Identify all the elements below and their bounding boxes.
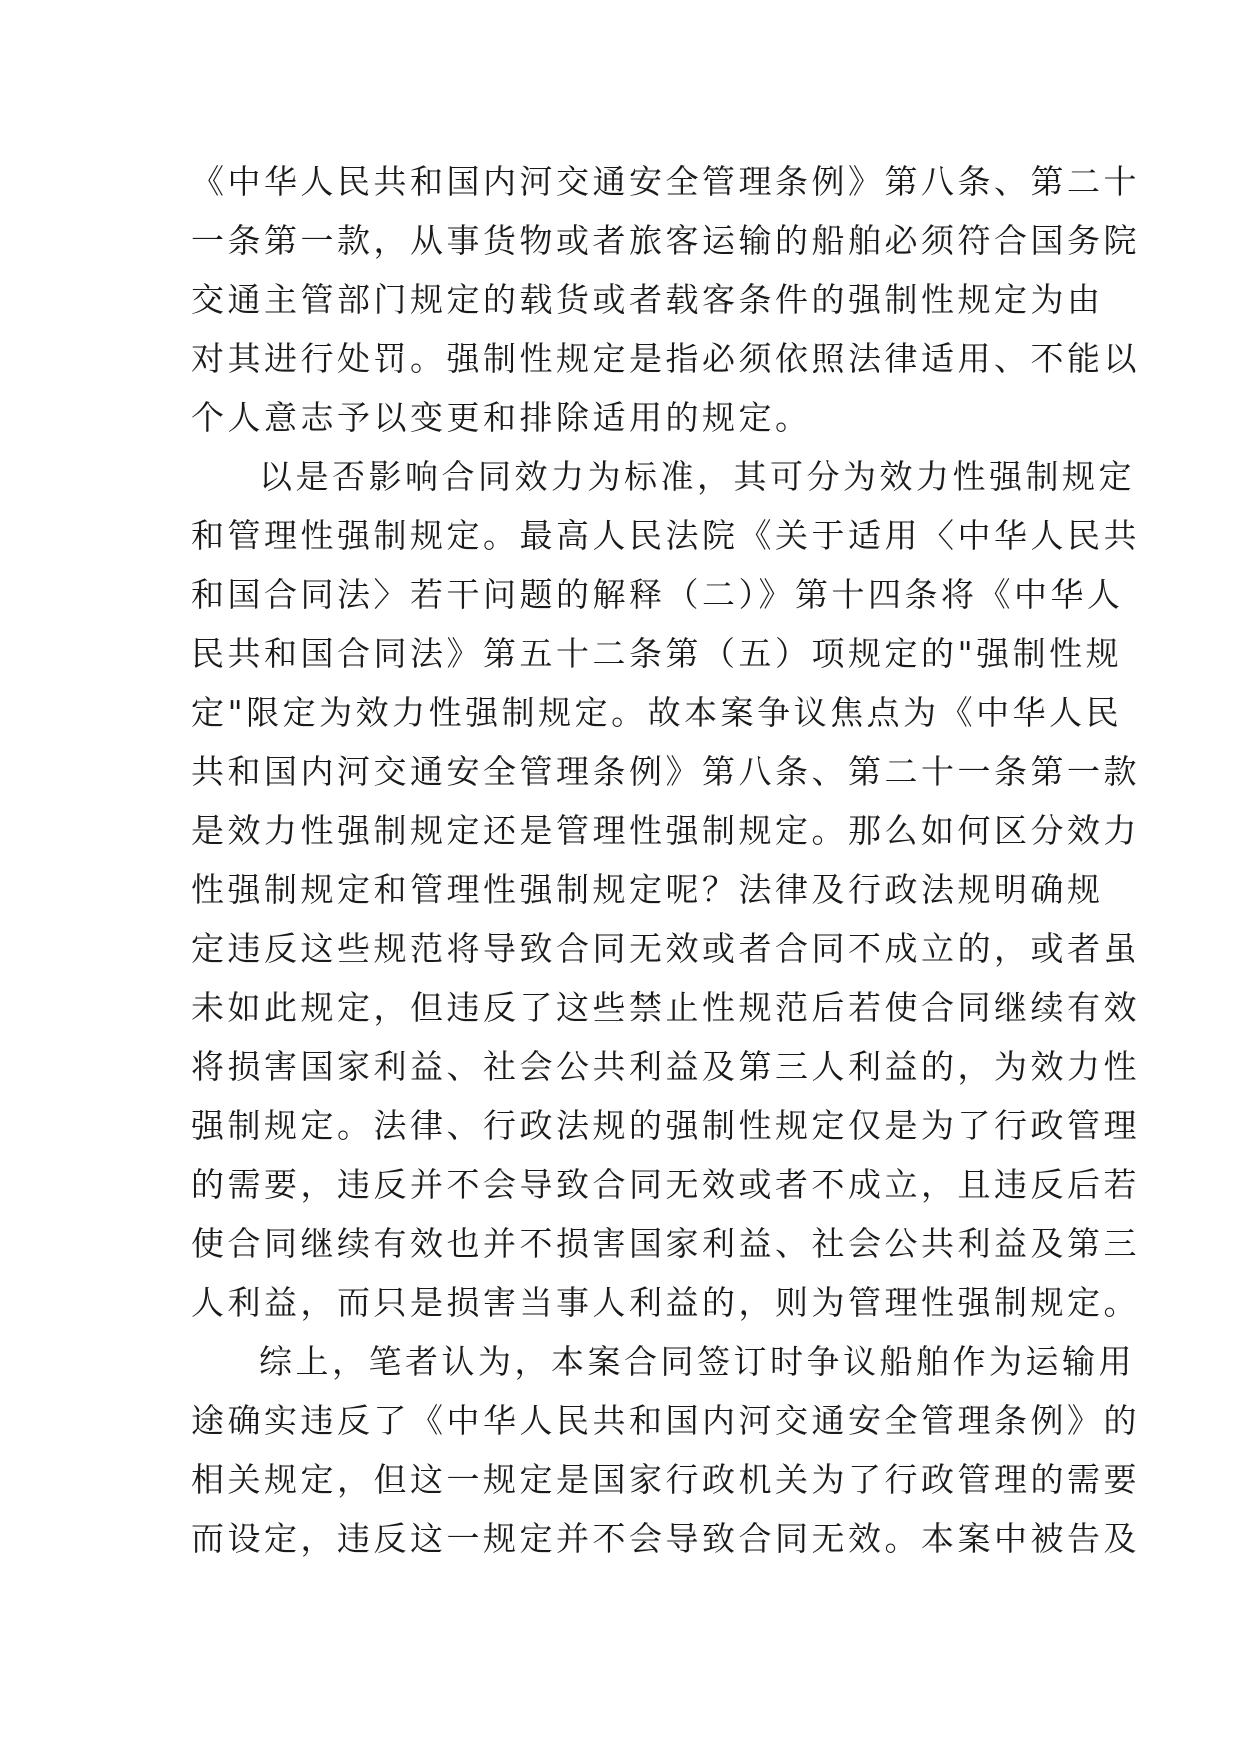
- text-line: 定违反这些规范将导致合同无效或者合同不成立的，或者虽: [191, 929, 1140, 968]
- text-line: 《中华人民共和国内河交通安全管理条例》第八条、第二十: [191, 162, 1140, 201]
- text-line: 强制规定。法律、行政法规的强制性规定仅是为了行政管理: [191, 1106, 1140, 1145]
- text-line: 将损害国家利益、社会公共利益及第三人利益的，为效力性: [191, 1047, 1140, 1086]
- text-line: 相关规定，但这一规定是国家行政机关为了行政管理的需要: [191, 1460, 1140, 1499]
- text-line: 而设定，违反这一规定并不会导致合同无效。本案中被告及: [191, 1519, 1140, 1558]
- text-line: 途确实违反了《中华人民共和国内河交通安全管理条例》的: [191, 1401, 1140, 1440]
- text-line: 的需要，违反并不会导致合同无效或者不成立，且违反后若: [191, 1165, 1140, 1204]
- text-line: 定"限定为效力性强制规定。故本案争议焦点为《中华人民: [191, 693, 1123, 732]
- text-line: 未如此规定，但违反了这些禁止性规范后若使合同继续有效: [191, 988, 1140, 1027]
- paragraph: [191, 447, 1140, 1332]
- text-line: 个人意志予以变更和排除适用的规定。: [191, 398, 812, 437]
- text-line: 一条第一款，从事货物或者旅客运输的船舶必须符合国务院: [191, 221, 1140, 260]
- text-line: 共和国内河交通安全管理条例》第八条、第二十一条第一款: [191, 752, 1140, 791]
- text-line: 和国合同法〉若干问题的解释（二）》第十四条将《中华人: [191, 575, 1124, 614]
- text-line: 综上，笔者认为，本案合同签订时争议船舶作为运输用: [259, 1342, 1135, 1381]
- text-line: 对其进行处罚。强制性规定是指必须依照法律适用、不能以: [191, 339, 1140, 378]
- paragraph: [191, 1332, 1140, 1568]
- text-line: 以是否影响合同效力为标准，其可分为效力性强制规定: [259, 457, 1135, 496]
- text-line: 民共和国合同法》第五十二条第（五）项规定的"强制性规: [191, 634, 1123, 673]
- text-line: 性强制规定和管理性强制规定呢？法律及行政法规明确规: [191, 870, 1104, 909]
- paragraph: [191, 152, 1140, 447]
- body-text: [191, 152, 1140, 1568]
- text-line: 人利益，而只是损害当事人利益的，则为管理性强制规定。: [191, 1283, 1140, 1322]
- text-line: 是效力性强制规定还是管理性强制规定。那么如何区分效力: [191, 811, 1140, 850]
- text-line: 使合同继续有效也并不损害国家利益、社会公共利益及第三: [191, 1224, 1140, 1263]
- text-line: 和管理性强制规定。最高人民法院《关于适用〈中华人民共: [191, 516, 1140, 555]
- text-line: 交通主管部门规定的载货或者载客条件的强制性规定为由: [191, 280, 1104, 319]
